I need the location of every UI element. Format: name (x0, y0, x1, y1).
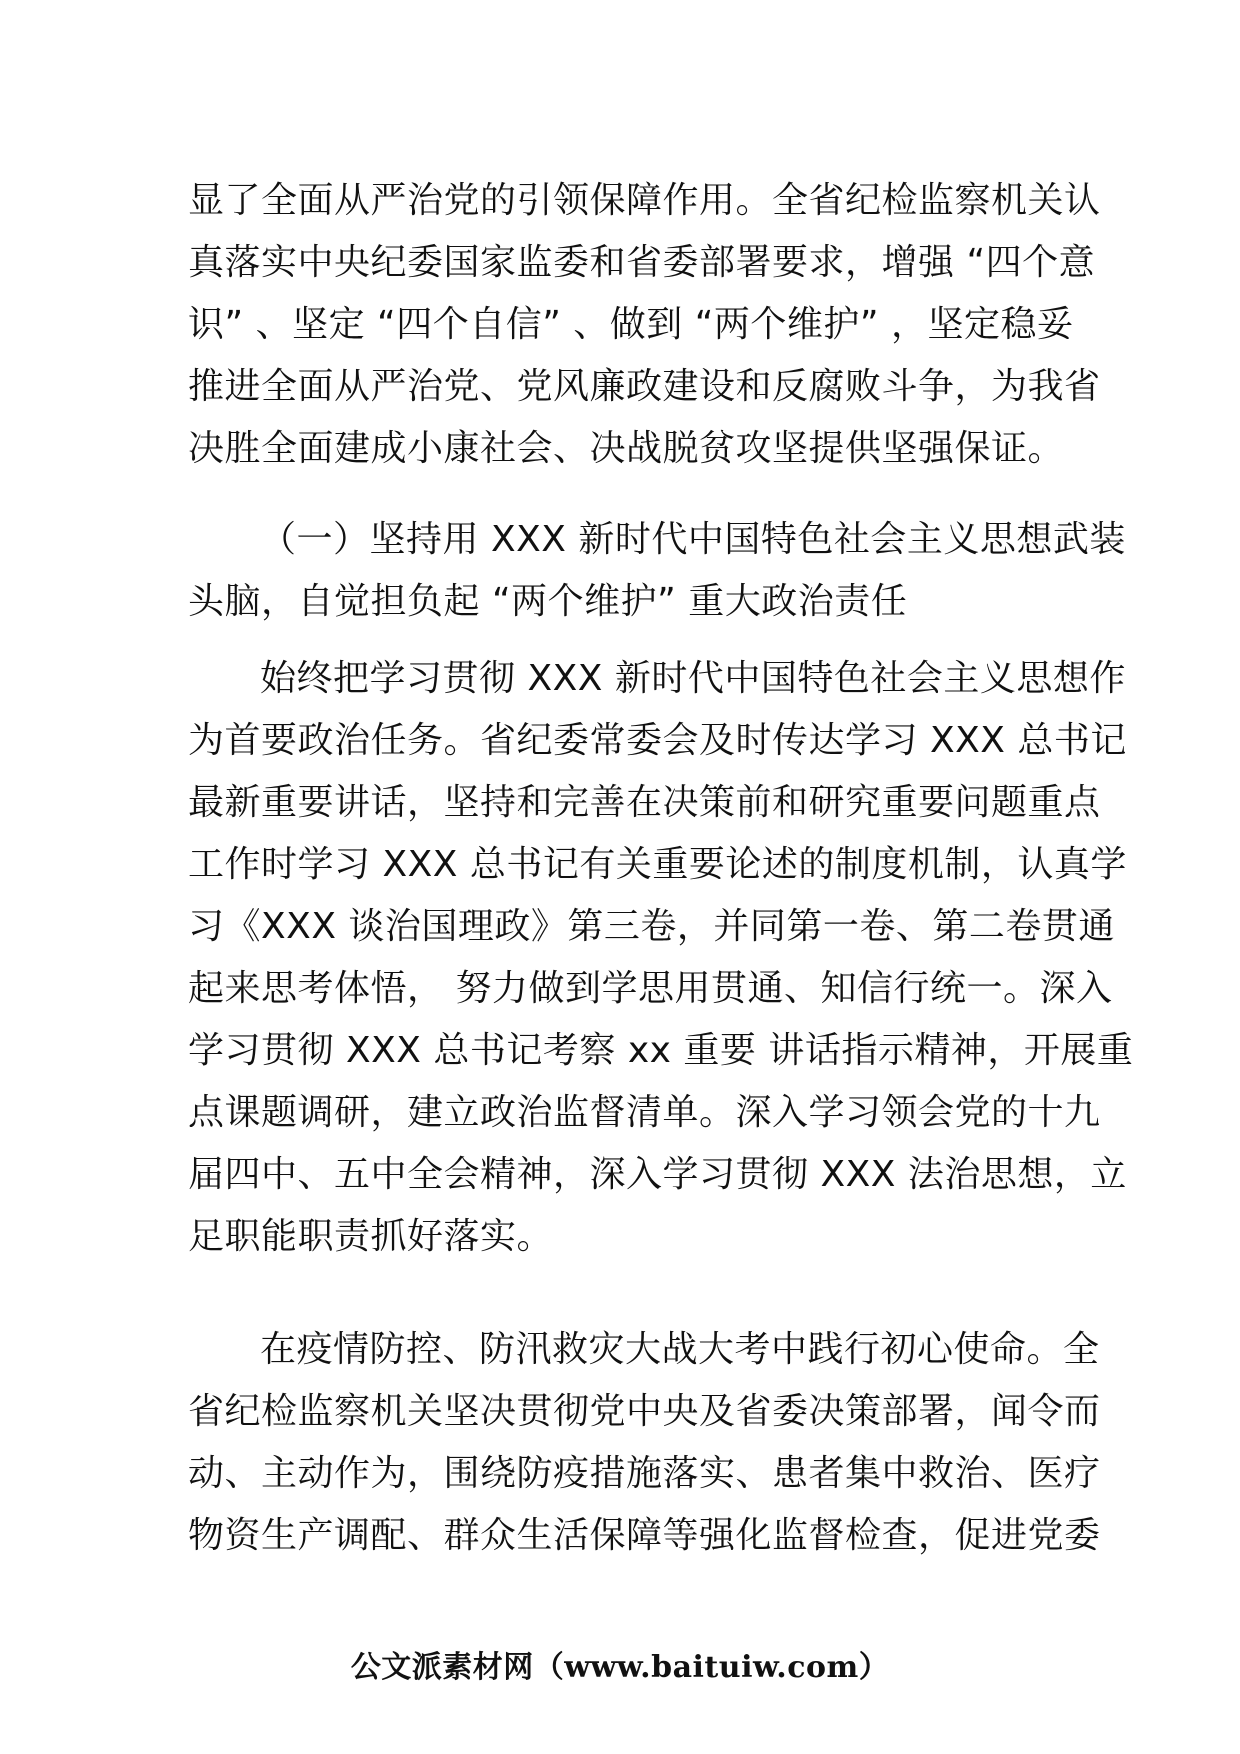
text-line: 习《XXX 谈治国理政》第三卷，并同第一卷、第二卷贯通 (188, 906, 1115, 947)
text-line: 决胜全面建成小康社会、决战脱贫攻坚提供坚强保证。 (188, 428, 1065, 469)
text-line: 为首要政治任务。省纪委常委会及时传达学习 XXX 总书记 (188, 720, 1127, 761)
text-line: 动、主动作为，围绕防疫措施落实、患者集中救治、医疗 (188, 1453, 1101, 1494)
text-line: 点课题调研，建立政治监督清单。深入学习领会党的十九 (188, 1092, 1101, 1133)
text-line: 推进全面从严治党、党风廉政建设和反腐败斗争，为我省 (188, 366, 1101, 407)
text-line: 足职能职责抓好落实。 (188, 1216, 554, 1257)
text-line: 起来思考体悟， 努力做到学思用贯通、知信行统一。深入 (188, 968, 1113, 1009)
footer-watermark: 公文派素材网（www.baituiw.com） (350, 1650, 890, 1685)
text-line: 显了全面从严治党的引领保障作用。全省纪检监察机关认 (188, 180, 1101, 221)
text-line: 在疫情防控、防汛救灾大战大考中践行初心使命。全 (260, 1329, 1100, 1370)
text-line: 识” 、坚定 “四个自信” 、做到 “两个维护” ，坚定稳妥 (188, 304, 1074, 345)
text-line: 省纪检监察机关坚决贯彻党中央及省委决策部署，闻令而 (188, 1391, 1101, 1432)
text-line: 物资生产调配、群众生活保障等强化监督检查，促进党委 (188, 1515, 1101, 1556)
paragraph-intro (188, 170, 1101, 480)
heading-line: 头脑，自觉担负起 “两个维护” 重大政治责任 (188, 581, 908, 622)
text-line: 学习贯彻 XXX 总书记考察 xx 重要 讲话指示精神，开展重 (188, 1030, 1134, 1071)
text-line: 最新重要讲话，坚持和完善在决策前和研究重要问题重点 (188, 782, 1101, 823)
section-heading (188, 509, 1126, 633)
text-line: 届四中、五中全会精神，深入学习贯彻 XXX 法治思想，立 (188, 1154, 1127, 1195)
text-line: 工作时学习 XXX 总书记有关重要论述的制度机制，认真学 (188, 844, 1127, 885)
heading-line: （一）坚持用 XXX 新时代中国特色社会主义思想武装 (260, 519, 1126, 560)
paragraph-study (188, 648, 1134, 1268)
text-line: 真落实中央纪委国家监委和省委部署要求，增强 “四个意 (188, 242, 1096, 283)
text-line: 始终把学习贯彻 XXX 新时代中国特色社会主义思想作 (260, 658, 1126, 699)
paragraph-epidemic (188, 1319, 1101, 1567)
